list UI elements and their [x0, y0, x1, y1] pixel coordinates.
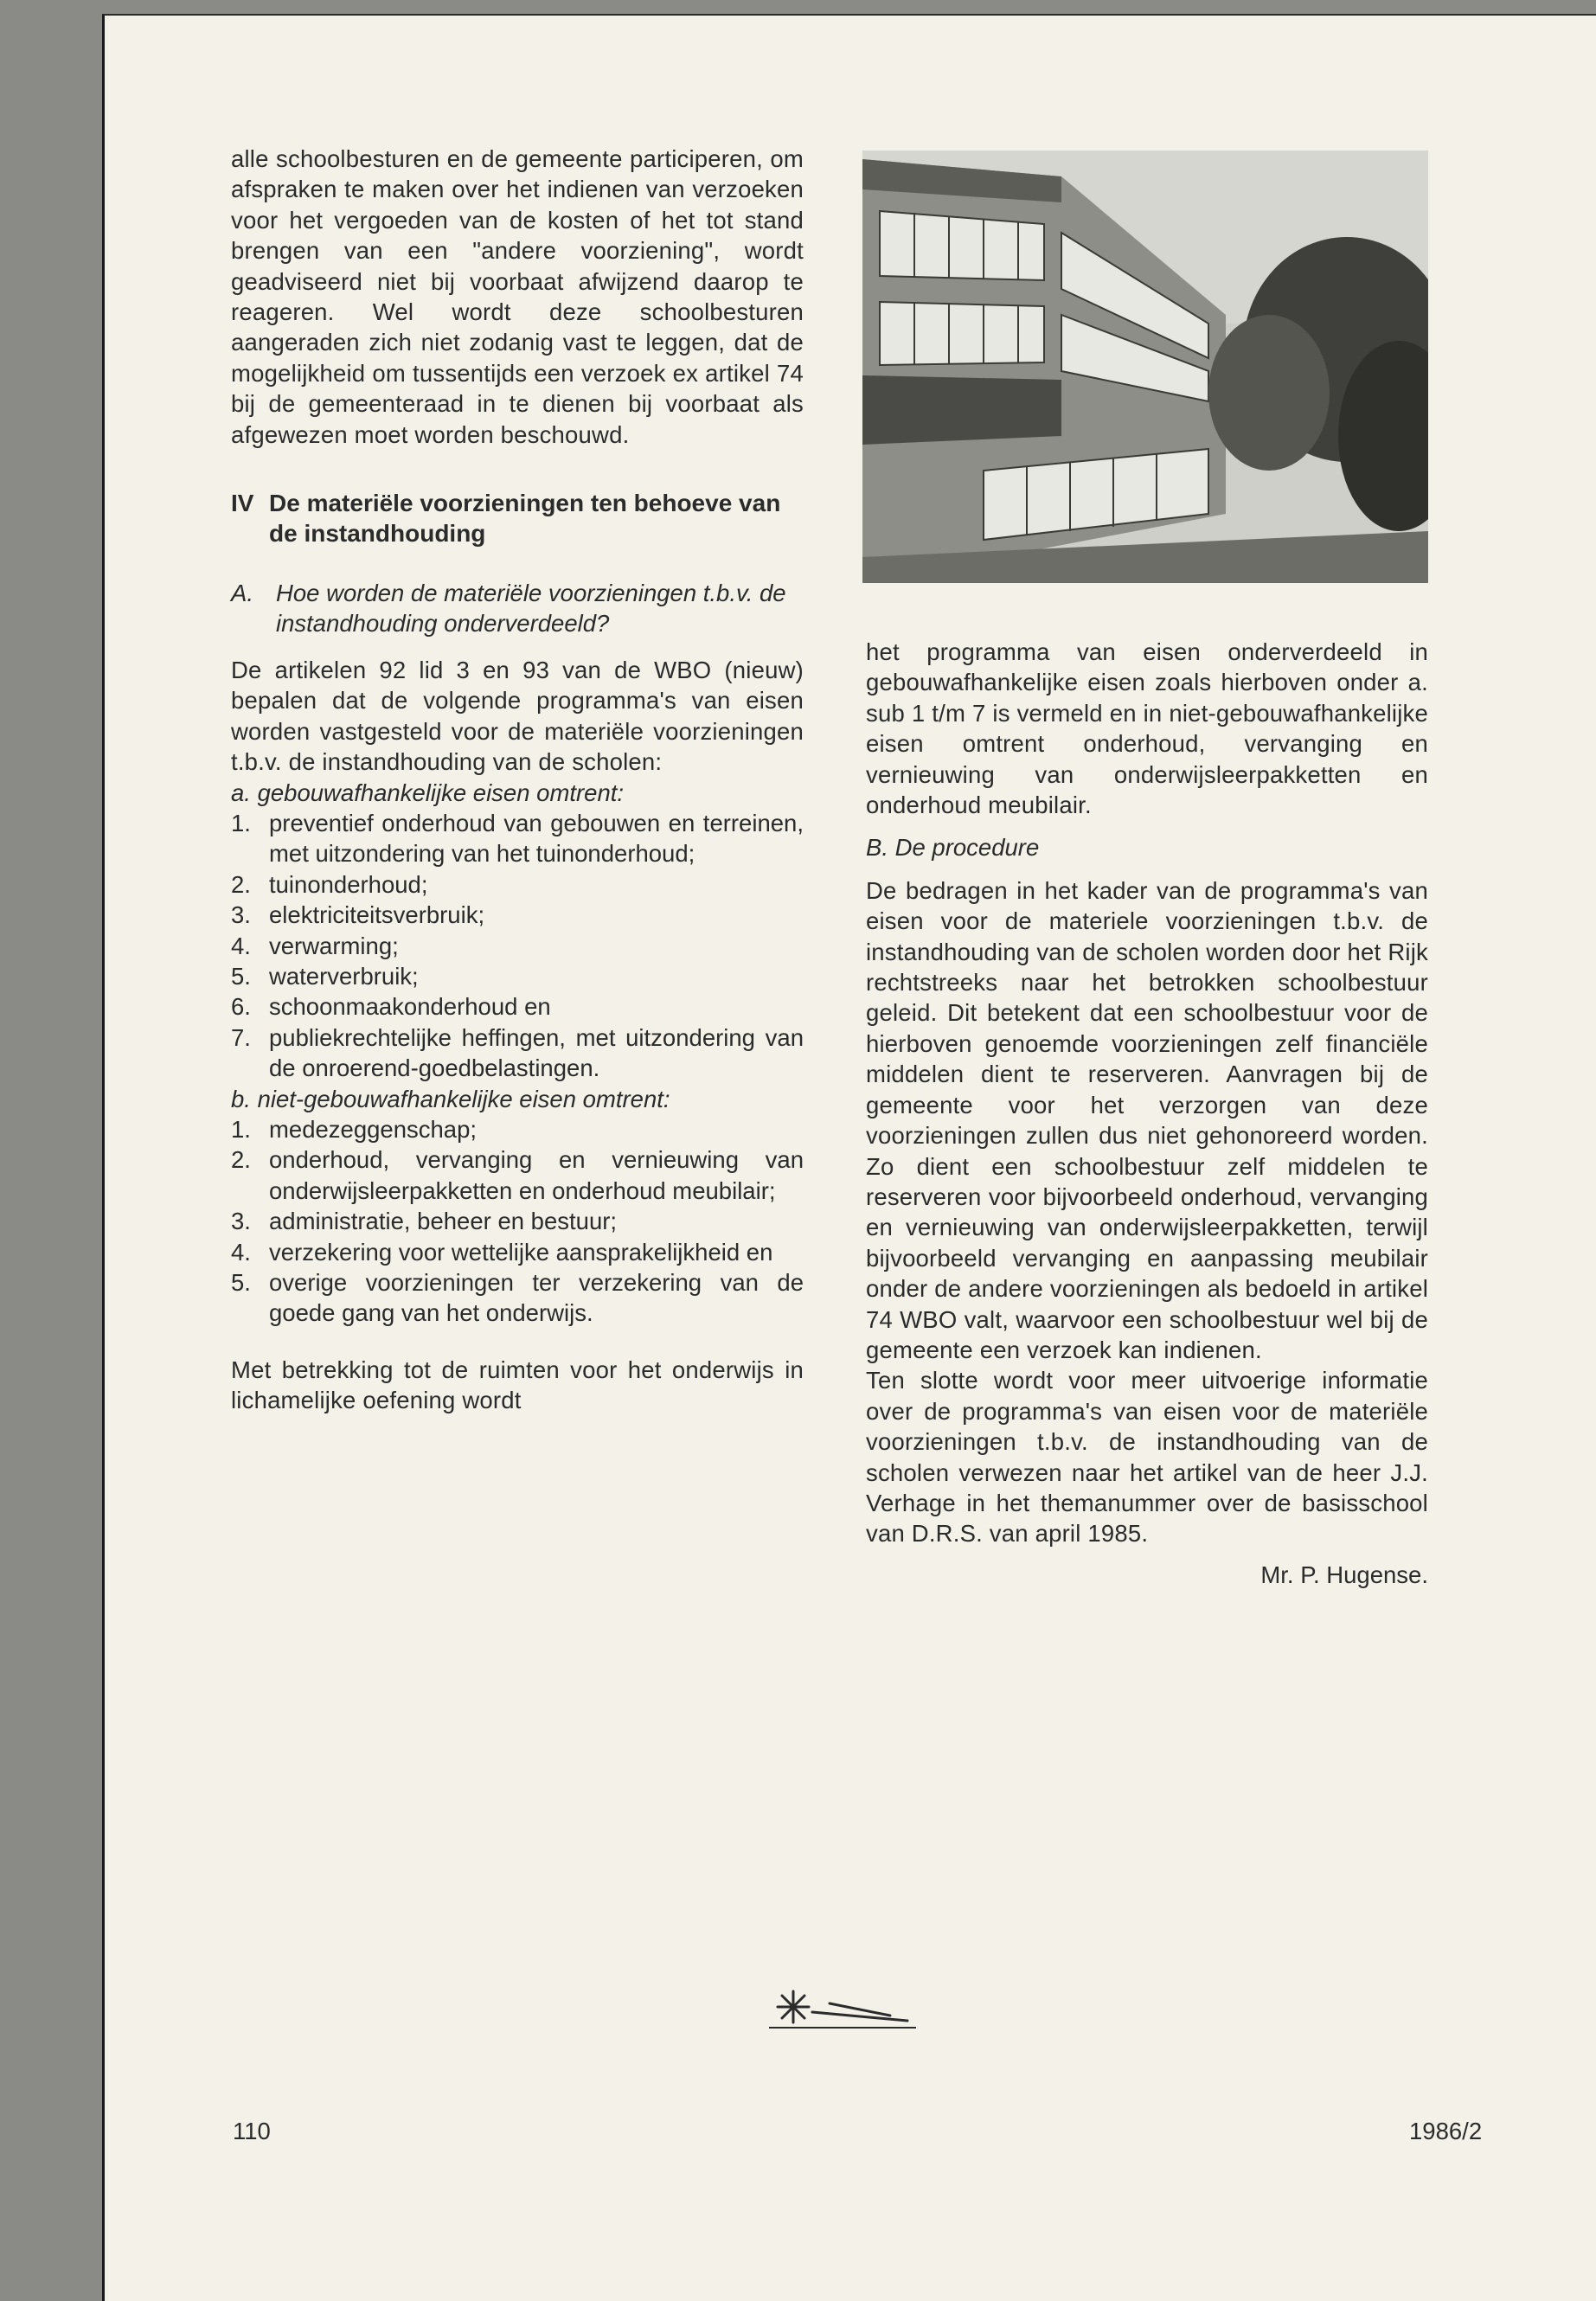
issue-number: 1986/2 — [1409, 2118, 1483, 2144]
list-number: 1. — [231, 1115, 251, 1143]
intro-paragraph: alle schoolbesturen en de gemeente participeren, om afspraken te maken over het indienen van verzoeken voor het vergoeden van de kosten of het tot stand brengen van een "andere voorziening", wordt geadviseerd niet bij voorbaat afwijzend daarop te reageren. Wel wordt deze schoolbesturen aangeraden zich niet zodanig vast te leggen, dat de mogelijkheid om tussentijds een verzoek ex artikel 74 bij de gemeenteraad in te dienen bij voorbaat als afgewezen moet worden beschouwd. — [231, 145, 804, 448]
list-text: verzekering voor wettelijke aansprakelijkheid en — [269, 1238, 773, 1266]
list-text: verwarming; — [269, 932, 399, 959]
list-a — [231, 808, 804, 1084]
closing-paragraph: Met betrekking tot de ruimten voor het onderwijs in lichamelijke oefening wordt — [231, 1356, 804, 1414]
page-number: 110 — [233, 2118, 271, 2144]
list-item — [231, 869, 804, 900]
right-paragraph-2: De bedragen in het kader van de programma's van eisen voor de materiele voorzieningen t.b.v. de instandhouding van de scholen worden door het Rijk rechtstreeks naar het betrokken schoolbestuur geleid. Dit betekent dat een schoolbestuur voor de hierboven genoemde voorzieningen zelf financiële middelen dient te reserveren. Aanvragen bij de gemeente voor het verzorgen van deze voorzieningen zullen dus niet gehonoreerd worden. Zo dient een schoolbestuur zelf middelen te reserveren voor bijvoorbeeld onderhoud, vervanging en vernieuwing van onderwijsleerpakketten, terwijl bijvoorbeeld vervanging en aanpassing meubilair onder de andere voorzieningen als bedoeld in artikel 74 WBO valt, waarvoor een schoolbestuur wel bij de gemeente een verzoek kan indienen. — [866, 876, 1428, 1363]
list-number: 2. — [231, 1146, 251, 1174]
subheading-a-letter: A. — [231, 580, 253, 607]
section-title: De materiële voorzieningen ten behoeve van de instandhouding — [269, 490, 781, 548]
subheading-a-text: Hoe worden de materiële voorzieningen t.b.v. de instandhouding onderverdeeld? — [276, 580, 786, 638]
list-item — [231, 1237, 804, 1267]
list-text: overige voorzieningen ter verzekering van de goede gang van het onderwijs. — [269, 1269, 804, 1327]
author-signature: Mr. P. Hugense. — [1260, 1561, 1428, 1588]
list-number: 5. — [231, 962, 251, 990]
right-paragraph-3: Ten slotte wordt voor meer uitvoerige informatie over de programma's van eisen voor de materiële voorzieningen t.b.v. de instandhouding van de scholen verwezen naar het artikel van de heer J.J. Verhage in het themanummer over de basisschool van D.R.S. van april 1985. — [866, 1367, 1428, 1548]
list-text: schoonmaakonderhoud en — [269, 993, 551, 1021]
section-heading — [231, 488, 804, 548]
list-text: onderhoud, vervanging en vernieuwing van onderwijsleerpakketten en onderhoud meubilair; — [269, 1146, 804, 1204]
list-item — [231, 1206, 804, 1236]
subheading-b: B. De procedure — [866, 834, 1040, 862]
wbo-paragraph: De artikelen 92 lid 3 en 93 van de WBO (nieuw) bepalen dat de volgende programma's van eisen worden vastgesteld voor de materiële voorzieningen t.b.v. de instandhouding van de scholen: — [231, 656, 804, 776]
list-number: 6. — [231, 993, 251, 1021]
list-text: preventief onderhoud van gebouwen en terreinen, met uitzondering van het tuinonderhoud; — [269, 809, 804, 868]
list-number: 4. — [231, 1238, 251, 1266]
flower-ornament-icon — [769, 1984, 916, 2035]
list-number: 4. — [231, 932, 251, 959]
subheading-a — [231, 578, 804, 639]
list-item — [231, 991, 804, 1022]
list-number: 2. — [231, 870, 251, 898]
list-number: 5. — [231, 1269, 251, 1296]
list-number: 3. — [231, 1208, 251, 1235]
right-column — [866, 637, 1428, 1590]
list-number: 7. — [231, 1023, 251, 1051]
list-text: publiekrechtelijke heffingen, met uitzondering van de onroerend-goedbelastingen. — [269, 1023, 804, 1082]
list-text: administratie, beheer en bestuur; — [269, 1208, 618, 1235]
section-number: IV — [231, 490, 254, 517]
list-a-label: a. gebouwafhankelijke eisen omtrent: — [231, 779, 625, 806]
list-b — [231, 1114, 804, 1329]
list-item — [231, 1022, 804, 1084]
left-column — [231, 144, 804, 1416]
list-number: 3. — [231, 901, 251, 929]
list-item — [231, 900, 804, 930]
school-building-photo — [862, 151, 1428, 583]
list-number: 1. — [231, 809, 251, 836]
list-item — [231, 961, 804, 991]
list-text: tuinonderhoud; — [269, 870, 428, 898]
list-b-label: b. niet-gebouwafhankelijke eisen omtrent: — [231, 1085, 670, 1112]
list-text: medezeggenschap; — [269, 1115, 478, 1143]
list-item — [231, 808, 804, 869]
list-item — [231, 931, 804, 961]
document-page — [102, 14, 1596, 2301]
list-text: waterverbruik; — [269, 962, 419, 990]
list-item — [231, 1144, 804, 1206]
list-item — [231, 1267, 804, 1329]
list-item — [231, 1114, 804, 1144]
list-text: elektriciteitsverbruik; — [269, 901, 485, 929]
right-paragraph-1: het programma van eisen onderverdeeld in gebouwafhankelijke eisen zoals hierboven onder a. sub 1 t/m 7 is vermeld en in niet-gebouwafhankelijke eisen omtrent onderhoud, vervanging en vernieuwing van onderwijsleerpakketten en onderhoud meubilair. — [866, 638, 1428, 819]
